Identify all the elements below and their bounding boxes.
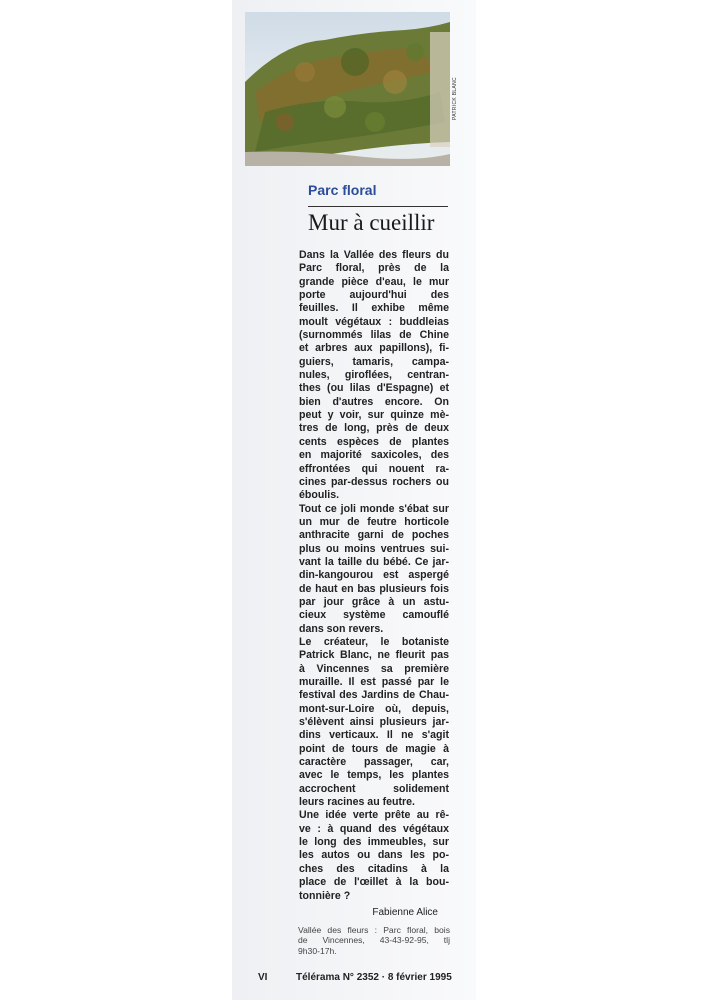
text-line: cieux système camouflé — [299, 609, 449, 622]
text-line: Dans la Vallée des fleurs du — [299, 249, 449, 261]
text-line: vant la taille du bébé. Ce jar- — [299, 555, 449, 568]
text-line: point de tours de magie à — [299, 742, 449, 755]
text-line: moult végétaux : buddleias — [299, 315, 449, 328]
article-paragraph — [299, 249, 449, 503]
text-line: caractère passager, car, — [299, 756, 449, 769]
article-paragraph — [299, 503, 449, 636]
text-line: dins verticaux. Il ne s'agit — [299, 729, 449, 742]
info-line: Vallée des fleurs : Parc floral, bois — [298, 925, 450, 935]
text-line: muraille. Il est passé par le — [299, 676, 449, 688]
text-line: porte aujourd'hui des — [299, 289, 449, 302]
text-line: din-kangourou est aspergé — [299, 569, 449, 582]
text-line: dans son revers. — [299, 622, 384, 635]
text-line: en majorité saxicoles, des — [299, 449, 449, 462]
text-line: par jour grâce à un astu- — [299, 595, 449, 608]
publication-line: Télérama N° 2352 · 8 février 1995 — [296, 972, 452, 983]
text-line: accrochent solidement — [299, 782, 449, 795]
text-line: un mur de feutre horticole — [299, 515, 449, 528]
text-line: thes (ou lilas d'Espagne) et — [299, 382, 449, 395]
text-line: et arbres aux papillons), fi- — [299, 342, 449, 355]
text-line: de haut en bas plusieurs fois — [299, 582, 449, 595]
text-line: cines par-dessus rochers ou — [299, 475, 449, 488]
wall-garden-photo — [245, 12, 450, 166]
text-line: festival des Jardins de Chau- — [299, 689, 449, 702]
practical-info — [298, 925, 450, 956]
text-line: peut y voir, sur quinze mè- — [299, 409, 449, 422]
text-line: guiers, tamaris, campa- — [299, 355, 449, 368]
text-line: s'élèvent ainsi plusieurs jar- — [299, 716, 449, 729]
info-line: de Vincennes, 43-43-92-95, tlj — [298, 935, 450, 946]
text-line: grande pièce d'eau, le mur — [299, 275, 449, 288]
text-line: le long des immeubles, sur — [299, 836, 449, 849]
photo-credit: PATRICK BLANC — [452, 77, 458, 120]
text-line: cents espèces de plantes — [299, 435, 449, 448]
text-line: place de l'œillet à la bou- — [299, 876, 449, 889]
article-paragraph — [299, 636, 449, 809]
section-kicker: Parc floral — [308, 182, 377, 198]
text-line: Patrick Blanc, ne fleurit pas — [299, 649, 449, 662]
text-line: Parc floral, près de la — [299, 262, 449, 275]
text-line: avec le temps, les plantes — [299, 769, 449, 782]
text-line: plus ou moins ventrues sui- — [299, 542, 449, 555]
text-line: éboulis. — [299, 489, 340, 502]
article-paragraph — [299, 809, 449, 902]
text-line: (surnommés lilas de Chine — [299, 329, 449, 342]
text-line: ve : à quand des végétaux — [299, 822, 449, 835]
text-line: feuilles. Il exhibe même — [299, 302, 449, 315]
text-line: nules, giroflées, centran- — [299, 369, 449, 382]
text-line: à Vincennes sa première — [299, 662, 449, 675]
page-number: VI — [258, 972, 268, 983]
info-line: 9h30-17h. — [298, 945, 337, 956]
text-line: ches des citadins à la — [299, 862, 449, 875]
text-line: tres de long, près de deux — [299, 422, 449, 435]
text-line: tonnière ? — [299, 889, 351, 902]
text-line: effrontées qui nouent ra- — [299, 462, 449, 475]
text-line: mont-sur-Loire où, depuis, — [299, 702, 449, 715]
text-line: les autos ou dans les po- — [299, 849, 449, 862]
article-headline: Mur à cueillir — [308, 210, 435, 235]
author-signature: Fabienne Alice — [372, 907, 438, 918]
text-line: Le créateur, le botaniste — [299, 635, 449, 648]
text-line: bien d'autres encore. On — [299, 395, 449, 408]
text-line: Tout ce joli monde s'ébat sur — [299, 502, 449, 515]
title-rule — [308, 206, 448, 207]
text-line: anthracite garni de poches — [299, 529, 449, 542]
article-body — [299, 249, 449, 903]
text-line: Une idée verte prête au rê- — [299, 809, 449, 822]
text-line: leurs racines au feutre. — [299, 796, 415, 809]
